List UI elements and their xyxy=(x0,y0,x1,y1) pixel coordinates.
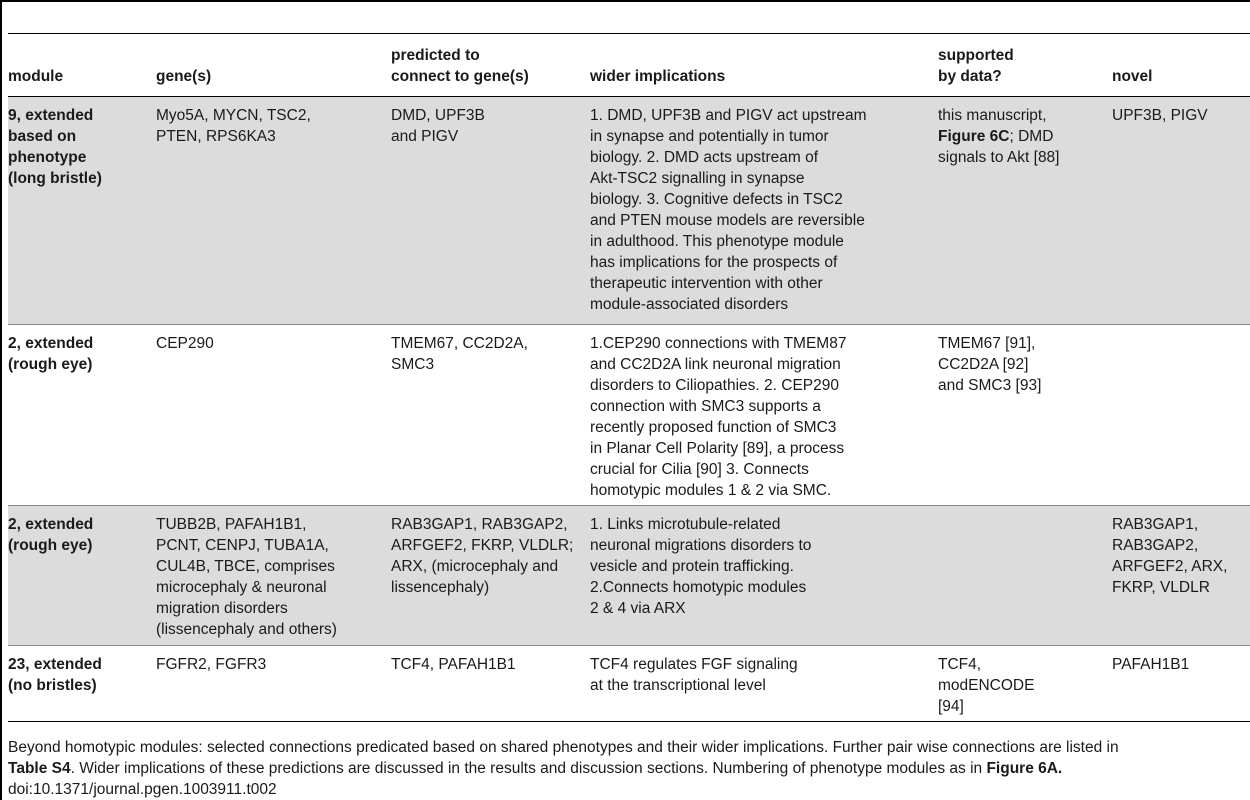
cell-module xyxy=(8,654,102,696)
cell-line: 2.Connects homotypic modules xyxy=(590,579,807,596)
header-implications-label: wider implications xyxy=(590,68,726,85)
table-top-rule xyxy=(8,33,1250,34)
cell-line: 23, extended xyxy=(8,656,102,673)
cell-supported xyxy=(938,105,1060,168)
cell-line: ARFGEF2, FKRP, VLDLR; xyxy=(391,537,574,554)
caption-text: . Wider implications of these predictions are discussed in the results and discussion sections. Numbering of phenotype modules as in xyxy=(70,760,987,777)
cell-line: and PTEN mouse models are reversible xyxy=(590,212,865,229)
cell-novel xyxy=(1112,105,1208,126)
cell-line: SMC3 xyxy=(391,356,435,373)
cell-line: disorders to Ciliopathies. 2. CEP290 xyxy=(590,377,839,394)
cell-line: therapeutic intervention with other xyxy=(590,275,823,292)
cell-line: (rough eye) xyxy=(8,356,93,373)
cell-line: TCF4, xyxy=(938,656,982,673)
cell-line: has implications for the prospects of xyxy=(590,254,838,271)
cell-predicted xyxy=(391,105,485,147)
cell-line: ARFGEF2, ARX, xyxy=(1112,558,1228,575)
figure-ref-link[interactable]: Figure 6A. xyxy=(986,760,1063,777)
table-row xyxy=(8,646,1250,721)
doi-text[interactable]: doi:10.1371/journal.pgen.1003911.t002 xyxy=(8,781,277,798)
header-novel-label: novel xyxy=(1112,68,1153,85)
cell-line: CC2D2A [92] xyxy=(938,356,1029,373)
cell-line: CUL4B, TBCE, comprises xyxy=(156,558,335,575)
cell-line: homotypic modules 1 & 2 via SMC. xyxy=(590,482,832,499)
cell-line: TMEM67, CC2D2A, xyxy=(391,335,528,352)
cell-line: TCF4 regulates FGF signaling xyxy=(590,656,798,673)
cell-line: PCNT, CENPJ, TUBA1A, xyxy=(156,537,329,554)
cell-line: crucial for Cilia [90] 3. Connects xyxy=(590,461,809,478)
cell-line: TUBB2B, PAFAH1B1, xyxy=(156,516,307,533)
cell-line: (rough eye) xyxy=(8,537,93,554)
cell-line: TCF4, PAFAH1B1 xyxy=(391,656,516,673)
cell-text: ; DMD xyxy=(1009,128,1054,145)
cell-line: this manuscript, xyxy=(938,107,1047,124)
cell-module xyxy=(8,333,93,375)
header-implications xyxy=(590,66,725,87)
cell-line: [94] xyxy=(938,698,964,715)
cell-genes xyxy=(156,333,214,354)
header-predicted-line: predicted to xyxy=(391,47,480,64)
cell-line: (long bristle) xyxy=(8,170,102,187)
header-genes-label: gene(s) xyxy=(156,68,212,85)
header-predicted-line: connect to gene(s) xyxy=(391,68,529,85)
header-predicted xyxy=(391,45,529,87)
cell-line: DMD, UPF3B xyxy=(391,107,485,124)
cell-module xyxy=(8,514,93,556)
cell-line: neuronal migrations disorders to xyxy=(590,537,812,554)
cell-line: connection with SMC3 supports a xyxy=(590,398,821,415)
cell-line: vesicle and protein trafficking. xyxy=(590,558,794,575)
cell-supported xyxy=(938,654,1034,717)
table-ref-link[interactable]: Table S4 xyxy=(8,760,71,777)
cell-line: phenotype xyxy=(8,149,87,166)
cell-genes xyxy=(156,514,337,640)
cell-predicted xyxy=(391,333,528,375)
cell-line: TMEM67 [91], xyxy=(938,335,1036,352)
cell-predicted xyxy=(391,514,573,598)
table-bottom-rule xyxy=(8,721,1250,722)
header-novel xyxy=(1112,66,1152,87)
header-supported-line: supported xyxy=(938,47,1014,64)
cell-line: in Planar Cell Polarity [89], a process xyxy=(590,440,845,457)
cell-line: PTEN, RPS6KA3 xyxy=(156,128,276,145)
cell-line: RAB3GAP2, xyxy=(1112,537,1199,554)
cell-line: at the transcriptional level xyxy=(590,677,766,694)
cell-line: 1. DMD, UPF3B and PIGV act upstream xyxy=(590,107,867,124)
cell-module xyxy=(8,105,102,189)
caption-line: Beyond homotypic modules: selected connections predicated based on shared phenotypes and their wider implications. Further pair wise connections are listed in xyxy=(8,739,1119,756)
cell-line: (lissencephaly and others) xyxy=(156,621,337,638)
cell-novel xyxy=(1112,654,1189,675)
cell-line: migration disorders xyxy=(156,600,288,617)
header-module xyxy=(8,66,63,87)
cell-implications xyxy=(590,514,811,619)
header-supported xyxy=(938,45,1014,87)
header-genes xyxy=(156,66,211,87)
cell-line xyxy=(938,126,1060,147)
cell-supported xyxy=(938,333,1041,396)
cell-line: and PIGV xyxy=(391,128,459,145)
caption-line xyxy=(8,758,1248,779)
cell-predicted xyxy=(391,654,516,675)
header-supported-line: by data? xyxy=(938,68,1002,85)
cell-line: RAB3GAP1, xyxy=(1112,516,1199,533)
cell-genes xyxy=(156,654,266,675)
figure-ref-link[interactable]: Figure 6C xyxy=(938,128,1010,145)
table-caption xyxy=(8,737,1248,800)
cell-line: biology. 2. DMD acts upstream of xyxy=(590,149,818,166)
cell-line: UPF3B, PIGV xyxy=(1112,107,1208,124)
left-border xyxy=(0,0,2,800)
cell-line: Myo5A, MYCN, TSC2, xyxy=(156,107,311,124)
cell-line: PAFAH1B1 xyxy=(1112,656,1190,673)
cell-line: in adulthood. This phenotype module xyxy=(590,233,844,250)
cell-line: module-associated disorders xyxy=(590,296,789,313)
cell-line: 1. Links microtubule-related xyxy=(590,516,781,533)
cell-line: 2, extended xyxy=(8,516,94,533)
cell-line: 2, extended xyxy=(8,335,94,352)
cell-implications xyxy=(590,333,846,501)
cell-genes xyxy=(156,105,311,147)
cell-line: and SMC3 [93] xyxy=(938,377,1042,394)
cell-line: signals to Akt [88] xyxy=(938,149,1060,166)
header-module-label: module xyxy=(8,68,64,85)
cell-line: ARX, (microcephaly and xyxy=(391,558,559,575)
cell-line: (no bristles) xyxy=(8,677,97,694)
table-row xyxy=(8,325,1250,505)
cell-implications xyxy=(590,105,867,315)
cell-line: lissencephaly) xyxy=(391,579,490,596)
cell-line: biology. 3. Cognitive defects in TSC2 xyxy=(590,191,843,208)
cell-line: recently proposed function of SMC3 xyxy=(590,419,837,436)
cell-line: RAB3GAP1, RAB3GAP2, xyxy=(391,516,568,533)
cell-line: based on xyxy=(8,128,77,145)
cell-line: CEP290 xyxy=(156,335,214,352)
cell-line: modENCODE xyxy=(938,677,1035,694)
top-border xyxy=(0,0,1250,2)
cell-novel xyxy=(1112,514,1227,598)
cell-line: Akt-TSC2 signalling in synapse xyxy=(590,170,805,187)
cell-line: FGFR2, FGFR3 xyxy=(156,656,267,673)
cell-line: and CC2D2A link neuronal migration xyxy=(590,356,841,373)
cell-line: 2 & 4 via ARX xyxy=(590,600,686,617)
cell-line: in synapse and potentially in tumor xyxy=(590,128,829,145)
table-row xyxy=(8,97,1250,324)
cell-line: 1.CEP290 connections with TMEM87 xyxy=(590,335,847,352)
cell-line: microcephaly & neuronal xyxy=(156,579,327,596)
cell-implications xyxy=(590,654,798,696)
table-row xyxy=(8,506,1250,645)
cell-line: FKRP, VLDLR xyxy=(1112,579,1210,596)
cell-line: 9, extended xyxy=(8,107,94,124)
